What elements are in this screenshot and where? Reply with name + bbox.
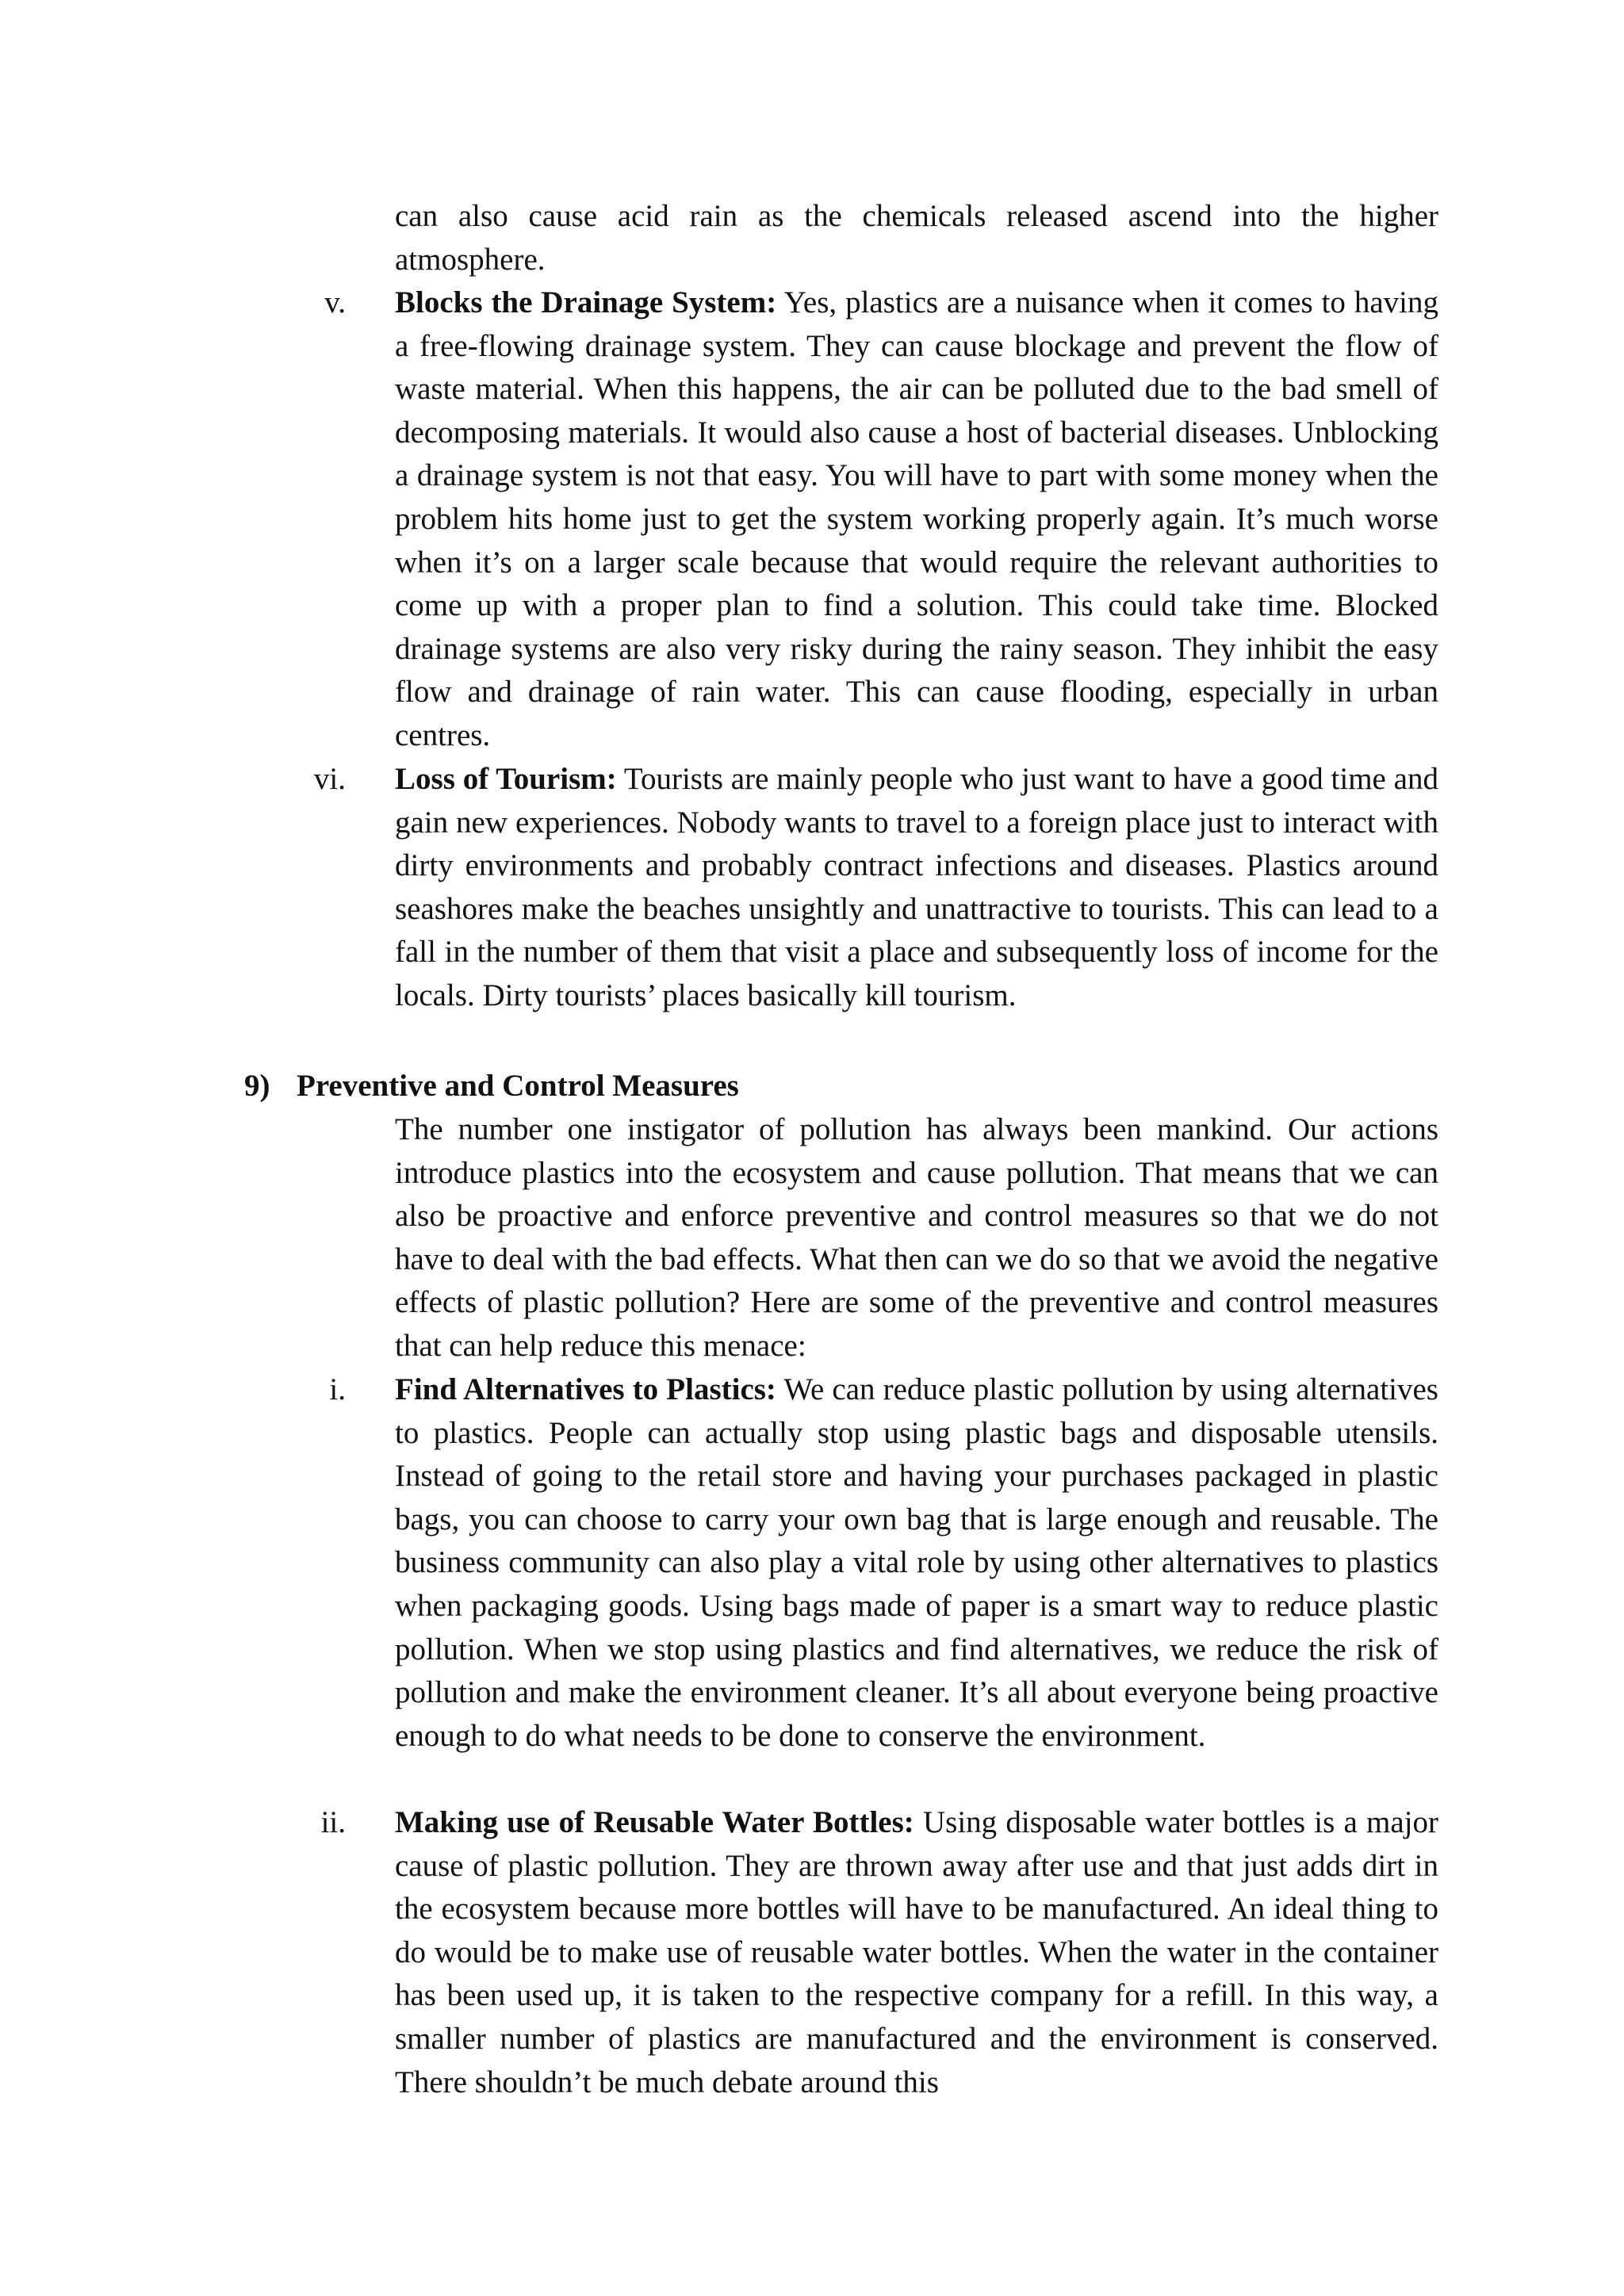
item-text-alternatives: We can reduce plastic pollution by using alternatives to plastics. People can actually stop using plastic bags and disposable utensils. Instead of going to the retail store and having your purchases packaged in plastic bags, you can choose to carry your own bag that is large enough and reusable. The business community can also play a vital role by using other alternatives to plastics when packaging goods. Using bags made of paper is a smart way to reduce plastic pollution. When we stop using plastics and find alternatives, we reduce the risk of pollution and make the environment cleaner. It’s all about everyone being proactive enough to do what needs to be done to conserve the environment. (395, 1372, 1438, 1753)
item-text-bottles: Using disposable water bottles is a major cause of plastic pollution. They are thrown away after use and that just adds dirt in the ecosystem because more bottles will have to be manufactured. An ideal thing to do would be to make use of reusable water bottles. When the water in the container has been used up, it is taken to the respective company for a refill. In this way, a smaller number of plastics are manufactured and the environment is conserved. There shouldn’t be much debate around this (395, 1805, 1438, 2099)
item-number-v: v. (324, 285, 346, 320)
item-text-tourism: Tourists are mainly people who just want to have a good time and gain new experiences. Nobody wants to travel to a foreign place just to interact with dirty environments and probably contract infections and diseases. Plastics around seashores make the beaches unsightly and unattractive to tourists. This can lead to a fall in the number of them that visit a place and subsequently loss of income for the locals. Dirty tourists’ places basically kill tourism. (395, 762, 1438, 1012)
item-title-bottles: Making use of Reusable Water Bottles: (395, 1805, 914, 1839)
item-text-drainage: Yes, plastics are a nuisance when it comes to having a free-flowing drainage system. They can cause blockage and prevent the flow of waste material. When this happens, the air can be polluted due to the bad smell of decomposing materials. It would also cause a host of bacterial diseases. Unblocking a drainage system is not that easy. You will have to part with some money when the problem hits home just to get the system working properly again. It’s much worse when it’s on a larger scale because that would require the relevant authorities to come up with a proper plan to find a solution. This could take time. Blocked drainage systems are also very risky during the rainy season. They inhibit the easy flow and drainage of rain water. This can cause flooding, especially in urban centres. (395, 285, 1438, 752)
section-number: 9) (244, 1069, 270, 1103)
item-number-ii: ii. (320, 1805, 346, 1839)
section-title: Preventive and Control Measures (297, 1069, 739, 1103)
continuation-paragraph: can also cause acid rain as the chemicals released ascend into the higher atmosphere. (395, 199, 1438, 277)
item-paragraph-alternatives (395, 1368, 1438, 1758)
section-heading (244, 1065, 739, 1108)
item-title-drainage: Blocks the Drainage System: (395, 285, 777, 320)
item-paragraph-bottles (395, 1801, 1438, 2104)
item-number-i: i. (329, 1372, 346, 1406)
section-intro-paragraph: The number one instigator of pollution has always been mankind. Our actions introduce plastics into the ecosystem and cause pollution. That means that we can also be proactive and enforce preventive and control measures so that we do not have to deal with the bad effects. What then can we do so that we avoid the negative effects of plastic pollution? Here are some of the preventive and control measures that can help reduce this menace: (395, 1112, 1438, 1363)
item-paragraph-drainage (395, 281, 1438, 758)
item-paragraph-tourism (395, 758, 1438, 1018)
item-title-alternatives: Find Alternatives to Plastics: (395, 1372, 776, 1406)
item-number-vi: vi. (313, 762, 346, 796)
item-title-tourism: Loss of Tourism: (395, 762, 617, 796)
